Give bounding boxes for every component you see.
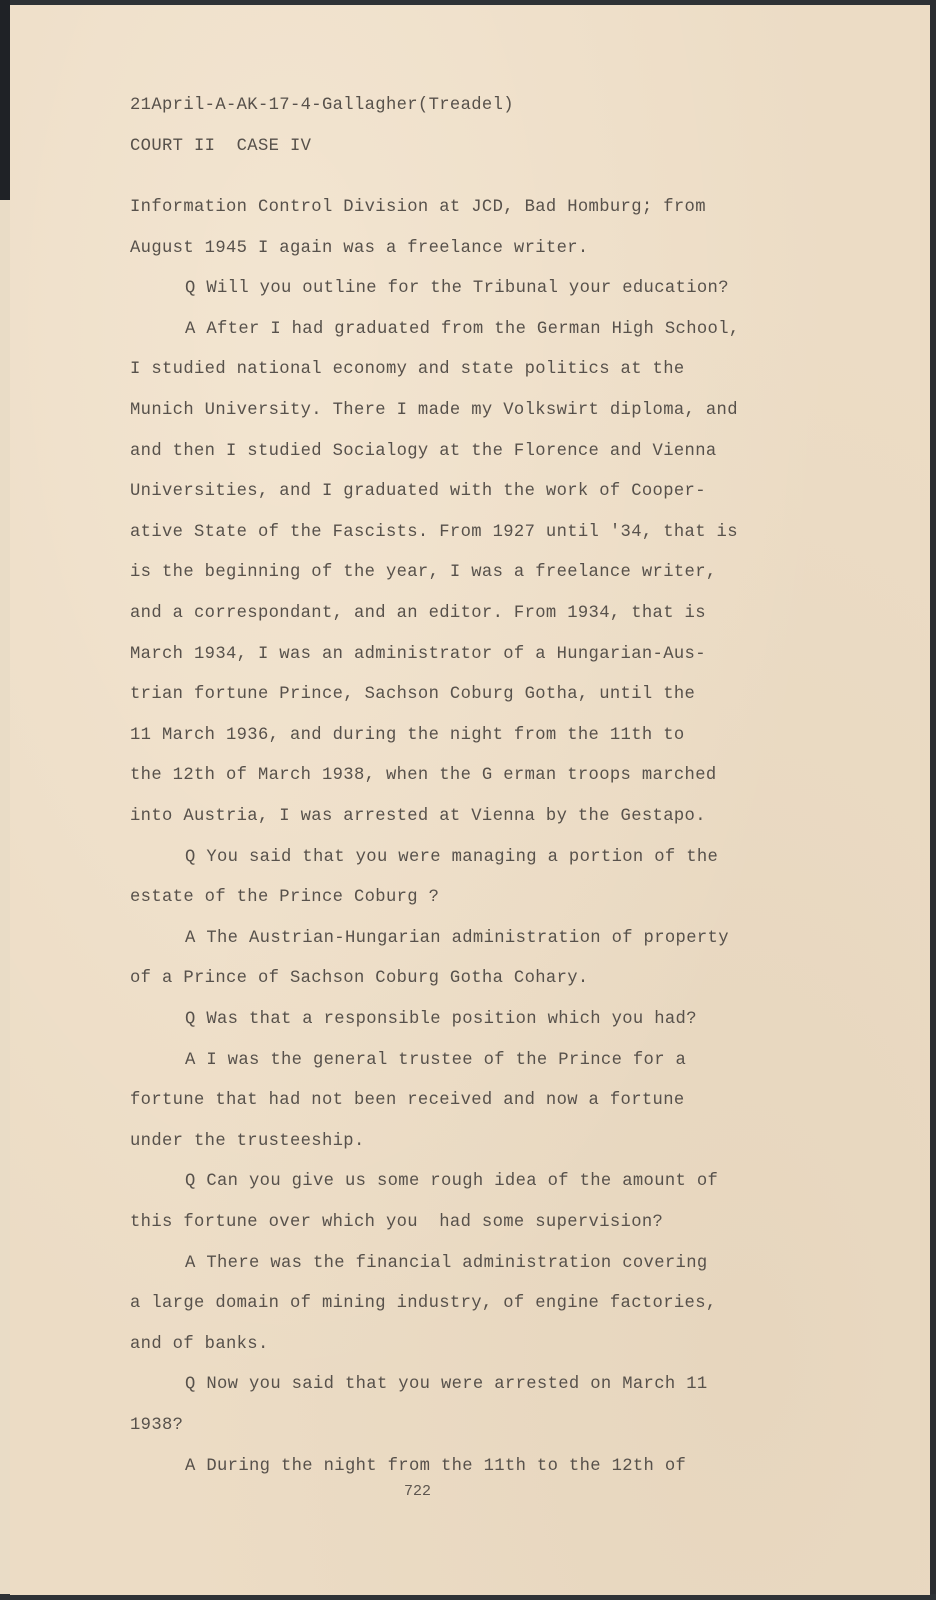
transcript-line: under the trusteeship.	[130, 1131, 365, 1151]
transcript-line: and of banks.	[130, 1334, 269, 1354]
transcript-line: a large domain of mining industry, of engine factories,	[130, 1294, 717, 1314]
transcript-line: fortune that had not been received and now a fortune	[130, 1091, 685, 1111]
transcript-line-qa: A After I had graduated from the German High School,	[185, 319, 740, 339]
transcript-line: is the beginning of the year, I was a freelance writer,	[130, 563, 717, 583]
transcript-line: the 12th of March 1938, when the G erman troops marched	[130, 766, 717, 786]
transcript-line: Information Control Division at JCD, Bad Homburg; from	[130, 198, 706, 217]
scan-border-right	[930, 0, 936, 1600]
transcript-line-qa: A I was the general trustee of the Prince for a	[185, 1050, 687, 1070]
court-case-heading: COURT II CASE IV	[130, 137, 312, 156]
transcript-line: March 1934, I was an administrator of a Hungarian-Aus-	[130, 644, 706, 664]
transcript-line: and then I studied Socialogy at the Florence and Vienna	[130, 441, 717, 461]
transcript-line-qa: A The Austrian-Hungarian administration of property	[185, 928, 729, 948]
transcript-line: 11 March 1936, and during the night from the 11th to	[130, 725, 685, 745]
transcript-line: Munich University. There I made my Volkswirt diploma, and	[130, 401, 738, 420]
transcript-line-qa: Q You said that you were managing a portion of the	[185, 847, 719, 867]
transcript-line-qa: A There was the financial administration covering	[185, 1253, 708, 1273]
transcript-line-qa: Q Now you said that you were arrested on March 11	[185, 1375, 708, 1395]
transcript-line: Universities, and I graduated with the work of Cooper-	[130, 482, 706, 502]
page-number: 722	[404, 1483, 432, 1500]
transcript-line-qa: Q Was that a responsible position which you had?	[185, 1010, 697, 1029]
transcript-line: August 1945 I again was a freelance writer.	[130, 238, 589, 258]
transcript-line: estate of the Prince Coburg ?	[130, 888, 440, 908]
transcript-line: trian fortune Prince, Sachson Coburg Gotha, until the	[130, 685, 696, 705]
document-reference: 21April-A-AK-17-4-Gallagher(Treadel)	[130, 96, 514, 115]
transcript-line: I studied national economy and state politics at the	[130, 360, 685, 380]
transcript-line-qa: A During the night from the 11th to the 12th of	[185, 1456, 687, 1476]
transcript-line: 1938?	[130, 1416, 184, 1435]
transcript-line: and a correspondant, and an editor. From 1934, that is	[130, 604, 706, 623]
transcript-line: this fortune over which you had some supervision?	[130, 1213, 664, 1232]
transcript-line-qa: Q Can you give us some rough idea of the amount of	[185, 1172, 719, 1192]
transcript-line: into Austria, I was arrested at Vienna by the Gestapo.	[130, 807, 706, 826]
transcript-line: ative State of the Fascists. From 1927 until '34, that is	[130, 522, 738, 542]
transcript-line-qa: Q Will you outline for the Tribunal your education?	[185, 279, 729, 299]
transcript-line: of a Prince of Sachson Coburg Gotha Cohary.	[130, 969, 589, 989]
